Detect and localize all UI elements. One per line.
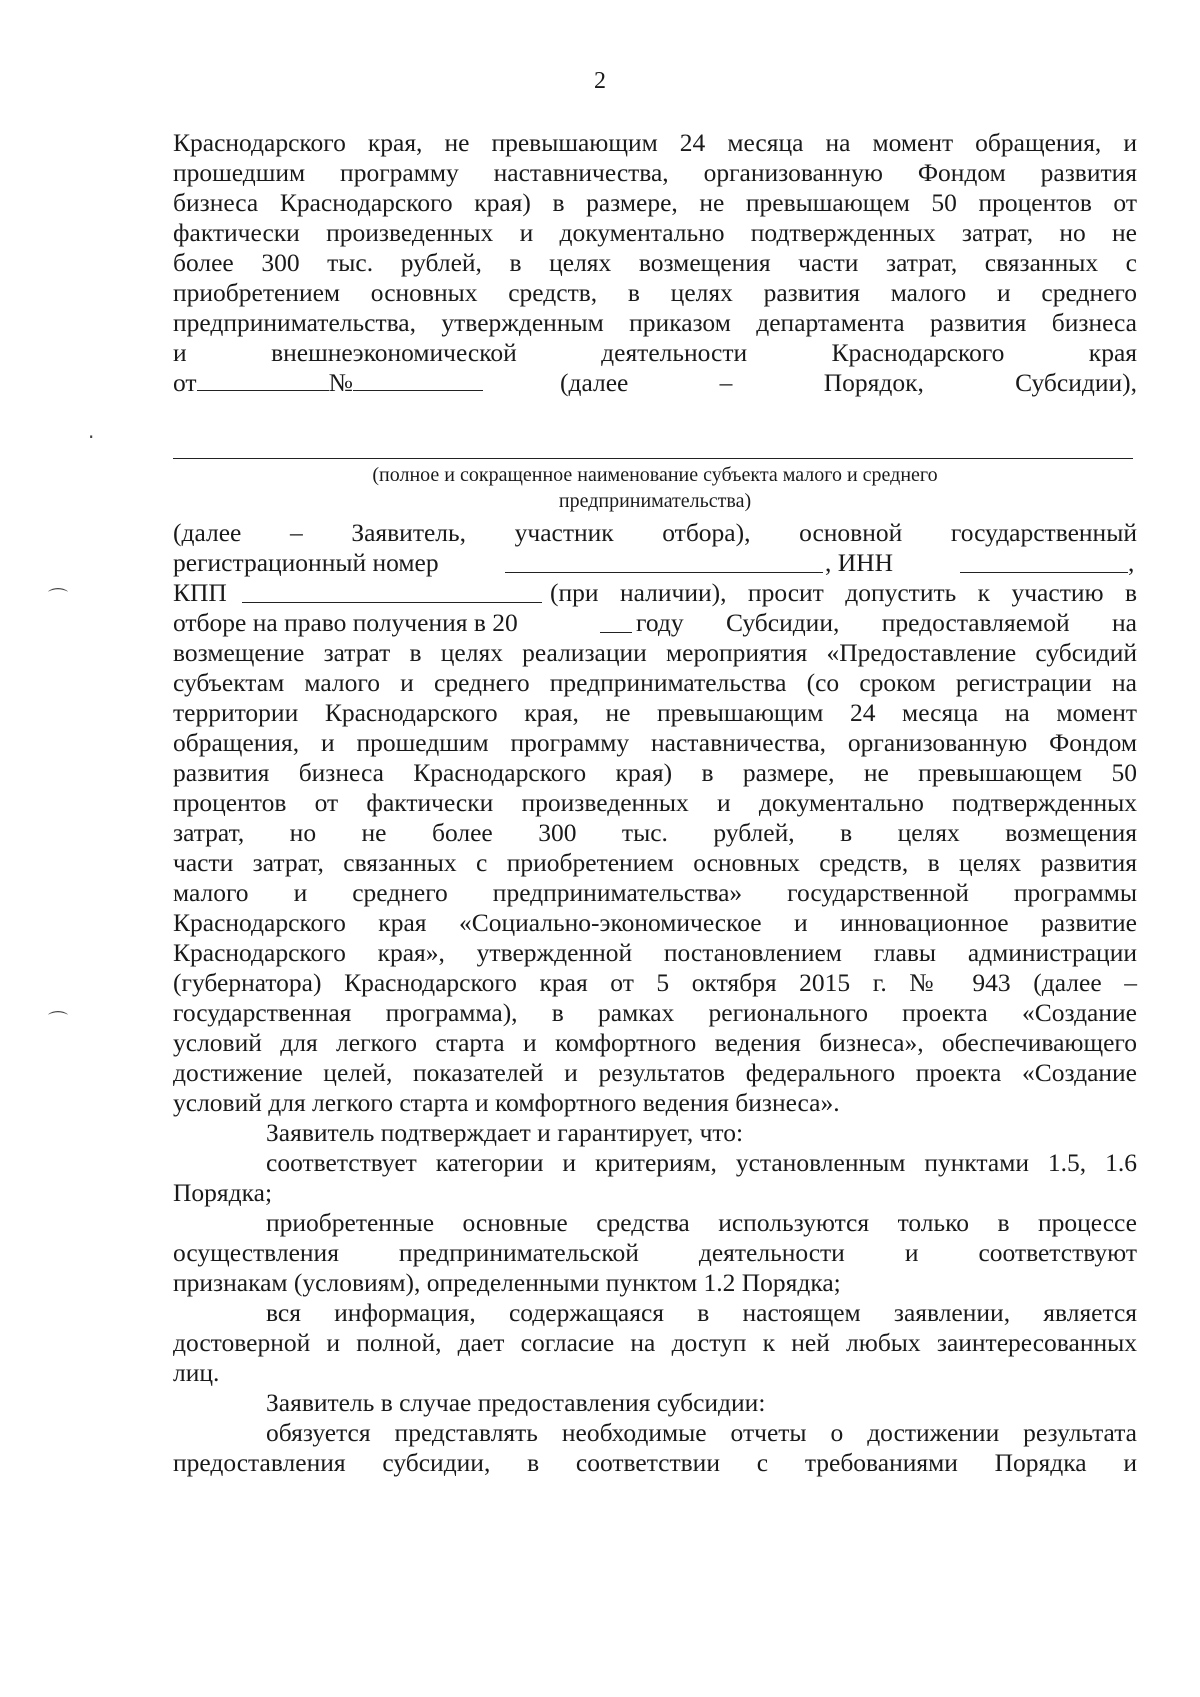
applicant-name-blank[interactable] (173, 458, 1133, 459)
order-date-blank[interactable] (197, 368, 329, 391)
scan-dot: · (88, 425, 95, 449)
year-line-start: отборе на право получения в 20 (173, 608, 518, 637)
text-line: приобретением основных средств, в целях развития малого и среднего (173, 278, 1137, 307)
ogrn-blank[interactable] (505, 550, 823, 573)
year-blank[interactable] (600, 610, 632, 633)
kpp-blank[interactable] (242, 580, 542, 603)
text-line: Заявитель подтверждает и гарантирует, что: (266, 1118, 744, 1147)
text-line: достоверной и полной, дает согласие на доступ к ней любых заинтересованных (173, 1328, 1137, 1357)
text-line: обязуется представлять необходимые отчеты о достижении результата (266, 1418, 1137, 1447)
order-rest-text: (далее – Порядок, Субсидии), (560, 368, 1137, 397)
text-line: Краснодарского края, не превышающим 24 месяца на момент обращения, и (173, 128, 1137, 157)
caption-line: предпринимательства) (558, 490, 752, 512)
text-line: обращения, и прошедшим программу наставничества, организованную Фондом (173, 728, 1137, 757)
text-line: Порядка; (173, 1178, 273, 1207)
inn-comma: , (1128, 548, 1135, 577)
text-line: достижение целей, показателей и результатов федерального проекта «Создание (173, 1058, 1137, 1087)
text-line: Заявитель в случае предоставления субсидии: (266, 1388, 766, 1417)
caption-line: (полное и сокращенное наименование субъекта малого и среднего (372, 464, 938, 486)
inn-blank[interactable] (960, 550, 1128, 573)
text-line: предоставления субсидии, в соответствии с требованиями Порядка и (173, 1448, 1137, 1477)
inn-label: , ИНН (825, 548, 893, 577)
scan-mark: ⌒ (48, 1009, 68, 1033)
text-line: бизнеса Краснодарского края) в размере, не превышающем 50 процентов от (173, 188, 1137, 217)
text-line: осуществления предпринимательской деятельности и соответствуют (173, 1238, 1137, 1267)
text-line: территории Краснодарского края, не превышающим 24 месяца на момент (173, 698, 1137, 727)
text-line: государственная программа), в рамках регионального проекта «Создание (173, 998, 1137, 1027)
text-line: Краснодарского края», утвержденной постановлением главы администрации (173, 938, 1137, 967)
text-line: части затрат, связанных с приобретением основных средств, в целях развития (173, 848, 1137, 877)
text-line: и внешнеэкономической деятельности Краснодарского края (173, 338, 1137, 367)
text-line: возмещение затрат в целях реализации мероприятия «Предоставление субсидий (173, 638, 1137, 667)
text-line: признакам (условиям), определенными пунктом 1.2 Порядка; (173, 1268, 841, 1297)
text-line: субъектам малого и среднего предпринимательства (со сроком регистрации на (173, 668, 1137, 697)
text-line: условий для легкого старта и комфортного ведения бизнеса». (173, 1088, 840, 1117)
text-line: более 300 тыс. рублей, в целях возмещения части затрат, связанных с (173, 248, 1137, 277)
ogrn-label: регистрационный номер (173, 548, 439, 577)
order-number-blank[interactable] (353, 368, 483, 391)
number-sign: № (328, 368, 353, 397)
text-line: затрат, но не более 300 тыс. рублей, в целях возмещения (173, 818, 1137, 847)
text-line: (далее – Заявитель, участник отбора), основной государственный (173, 518, 1137, 547)
year-line-end: году Субсидии, предоставляемой на (636, 608, 1137, 637)
text-line: Краснодарского края «Социально-экономическое и инновационное развитие (173, 908, 1137, 937)
scan-mark: ⌒ (48, 586, 68, 610)
text-line: процентов от фактически произведенных и документально подтвержденных (173, 788, 1137, 817)
page-number: 2 (594, 68, 606, 94)
text-line: условий для легкого старта и комфортного ведения бизнеса», обеспечивающего (173, 1028, 1137, 1057)
text-line: приобретенные основные средства используются только в процессе (266, 1208, 1137, 1237)
text-line: (губернатора) Краснодарского края от 5 октября 2015 г. № 943 (далее – (173, 968, 1137, 997)
text-line: малого и среднего предпринимательства» государственной программы (173, 878, 1137, 907)
text-line: прошедшим программу наставничества, организованную Фондом развития (173, 158, 1137, 187)
kpp-rest: (при наличии), просит допустить к участию в (550, 578, 1137, 607)
text-line: предпринимательства, утвержденным приказом департамента развития бизнеса (173, 308, 1137, 337)
from-label: от (173, 368, 197, 397)
text-line: фактически произведенных и документально подтвержденных затрат, но не (173, 218, 1137, 247)
text-line: лиц. (173, 1358, 220, 1387)
kpp-label: КПП (173, 578, 227, 607)
text-line: развития бизнеса Краснодарского края) в размере, не превышающем 50 (173, 758, 1137, 787)
text-line: вся информация, содержащаяся в настоящем заявлении, является (266, 1298, 1137, 1327)
text-line: соответствует категории и критериям, установленным пунктами 1.5, 1.6 (266, 1148, 1137, 1177)
